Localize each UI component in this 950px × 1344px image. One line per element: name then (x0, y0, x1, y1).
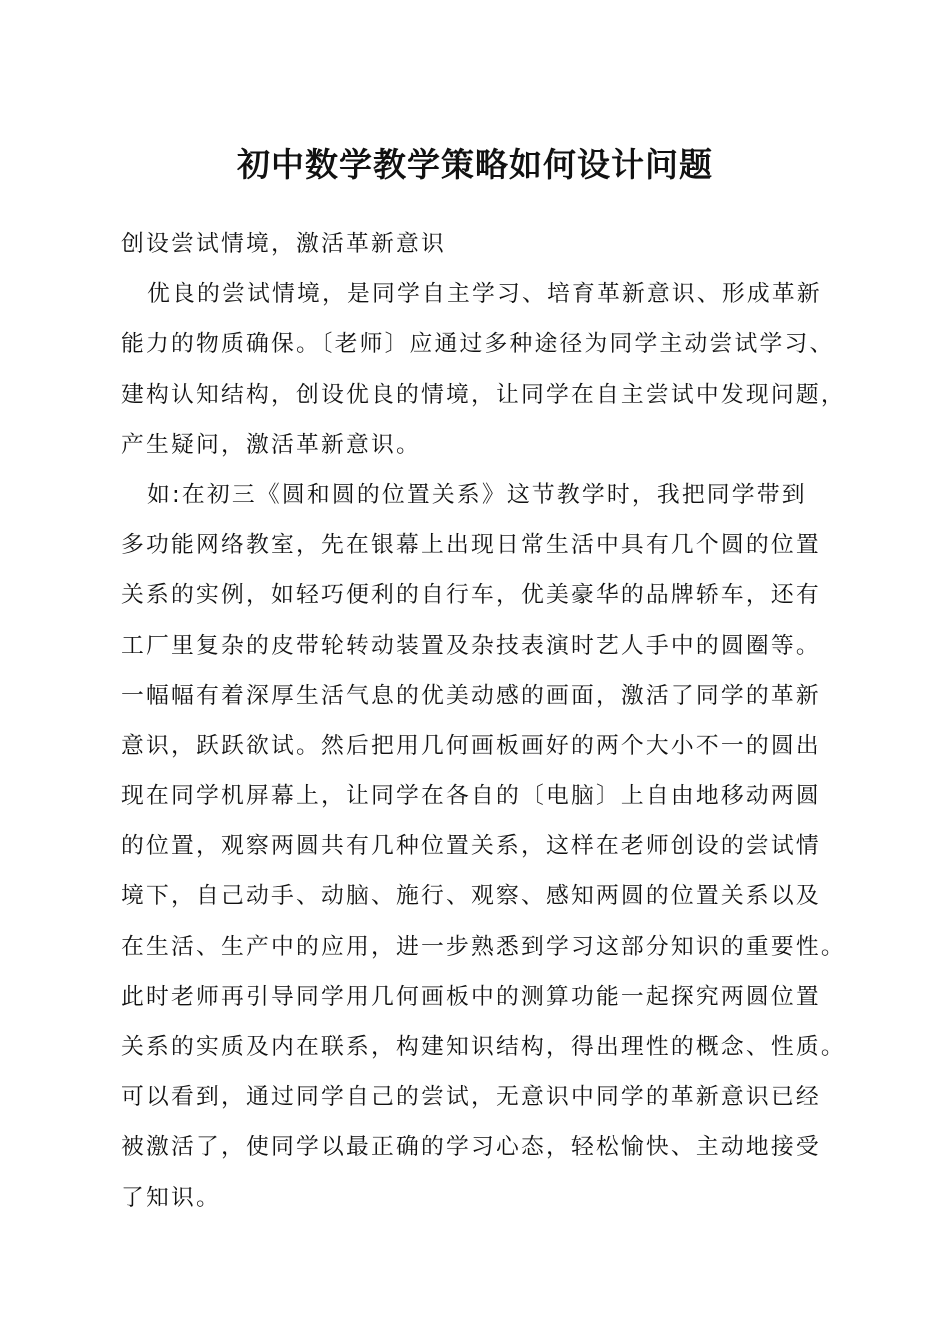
paragraph-line: 产生疑问，激活革新意识。 (121, 431, 421, 458)
paragraph-line: 如:在初三《圆和圆的位置关系》这节教学时，我把同学带到 (147, 481, 807, 508)
paragraph-line: 建构认知结构，创设优良的情境，让同学在自主尝试中发现问题， (121, 381, 846, 408)
paragraph-line: 关系的实例，如轻巧便利的自行车，优美豪华的品牌轿车，还有 (121, 582, 821, 609)
paragraph-line: 一幅幅有着深厚生活气息的优美动感的画面，激活了同学的革新 (121, 682, 821, 709)
document-title: 初中数学教学策略如何设计问题 (237, 145, 713, 184)
paragraph-line: 优良的尝试情境，是同学自主学习、培育革新意识、形成革新 (147, 281, 822, 308)
paragraph-line: 多功能网络教室，先在银幕上出现日常生活中具有几个圆的位置 (121, 532, 821, 559)
paragraph-line: 意识，跃跃欲试。然后把用几何画板画好的两个大小不一的圆出 (121, 732, 821, 759)
paragraph-line: 被激活了，使同学以最正确的学习心态，轻松愉快、主动地接受 (121, 1134, 821, 1161)
paragraph-line: 能力的物质确保。〔老师〕应通过多种途径为同学主动尝试学习、 (121, 331, 835, 358)
paragraph-line: 境下，自己动手、动脑、施行、观察、感知两圆的位置关系以及 (121, 883, 821, 910)
paragraph-line: 关系的实质及内在联系，构建知识结构，得出理性的概念、性质。 (121, 1034, 846, 1060)
paragraph-line: 在生活、生产中的应用，进一步熟悉到学习这部分知识的重要性。 (121, 933, 846, 960)
section-heading: 创设尝试情境，激活革新意识 (121, 231, 446, 257)
paragraph-line: 此时老师再引导同学用几何画板中的测算功能一起探究两圆位置 (121, 983, 821, 1010)
paragraph-line: 可以看到，通过同学自己的尝试，无意识中同学的革新意识已经 (121, 1084, 821, 1111)
paragraph-line: 了知识。 (121, 1184, 221, 1211)
paragraph-line: 工厂里复杂的皮带轮转动装置及杂技表演时艺人手中的圆圈等。 (121, 632, 821, 659)
paragraph-line: 的位置，观察两圆共有几种位置关系，这样在老师创设的尝试情 (121, 833, 821, 860)
paragraph-line: 现在同学机屏幕上，让同学在各自的〔电脑〕上自由地移动两圆 (121, 783, 821, 810)
document-body (121, 219, 846, 1223)
